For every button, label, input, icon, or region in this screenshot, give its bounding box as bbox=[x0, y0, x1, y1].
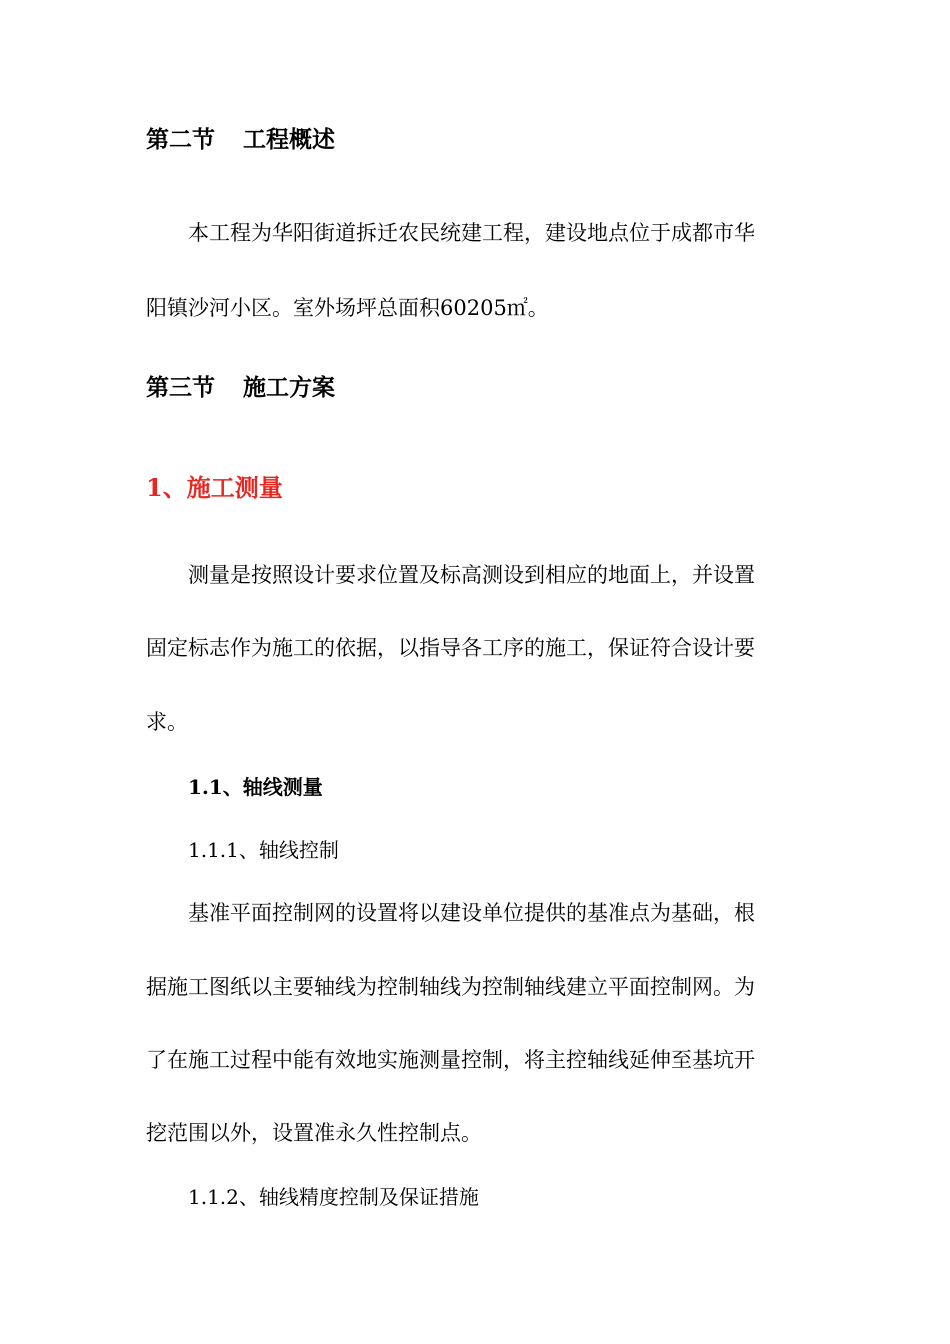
item-heading: 1.1.2、轴线精度控制及保证措施 bbox=[188, 1185, 479, 1209]
section-title: 施工方案 bbox=[243, 374, 335, 401]
section-title: 工程概述 bbox=[243, 126, 335, 153]
section-number: 第三节 bbox=[146, 374, 215, 401]
paragraph-line: 固定标志作为施工的依据，以指导各工序的施工，保证符合设计要 bbox=[146, 636, 755, 660]
section-number: 第二节 bbox=[146, 126, 215, 153]
paragraph-line: 挖范围以外，设置准永久性控制点。 bbox=[146, 1121, 482, 1145]
paragraph-line: 本工程为华阳街道拆迁农民统建工程，建设地点位于成都市华 bbox=[188, 221, 755, 245]
item-heading: 1.1.1、轴线控制 bbox=[188, 838, 339, 862]
paragraph-line: 据施工图纸以主要轴线为控制轴线为控制轴线建立平面控制网。为 bbox=[146, 975, 755, 999]
paragraph-line: 基准平面控制网的设置将以建设单位提供的基准点为基础，根 bbox=[188, 901, 755, 925]
paragraph-line: 求。 bbox=[146, 710, 188, 734]
part-heading-1: 1、施工测量 bbox=[146, 473, 283, 502]
section-heading-2 bbox=[146, 128, 335, 151]
subsection-heading: 1.1、轴线测量 bbox=[188, 775, 323, 799]
paragraph-line: 阳镇沙河小区。室外场坪总面积60205㎡。 bbox=[146, 296, 549, 320]
paragraph-line: 了在施工过程中能有效地实施测量控制，将主控轴线延伸至基坑开 bbox=[146, 1048, 755, 1072]
paragraph-line: 测量是按照设计要求位置及标高测设到相应的地面上，并设置 bbox=[188, 563, 755, 587]
section-heading-3 bbox=[146, 376, 335, 399]
